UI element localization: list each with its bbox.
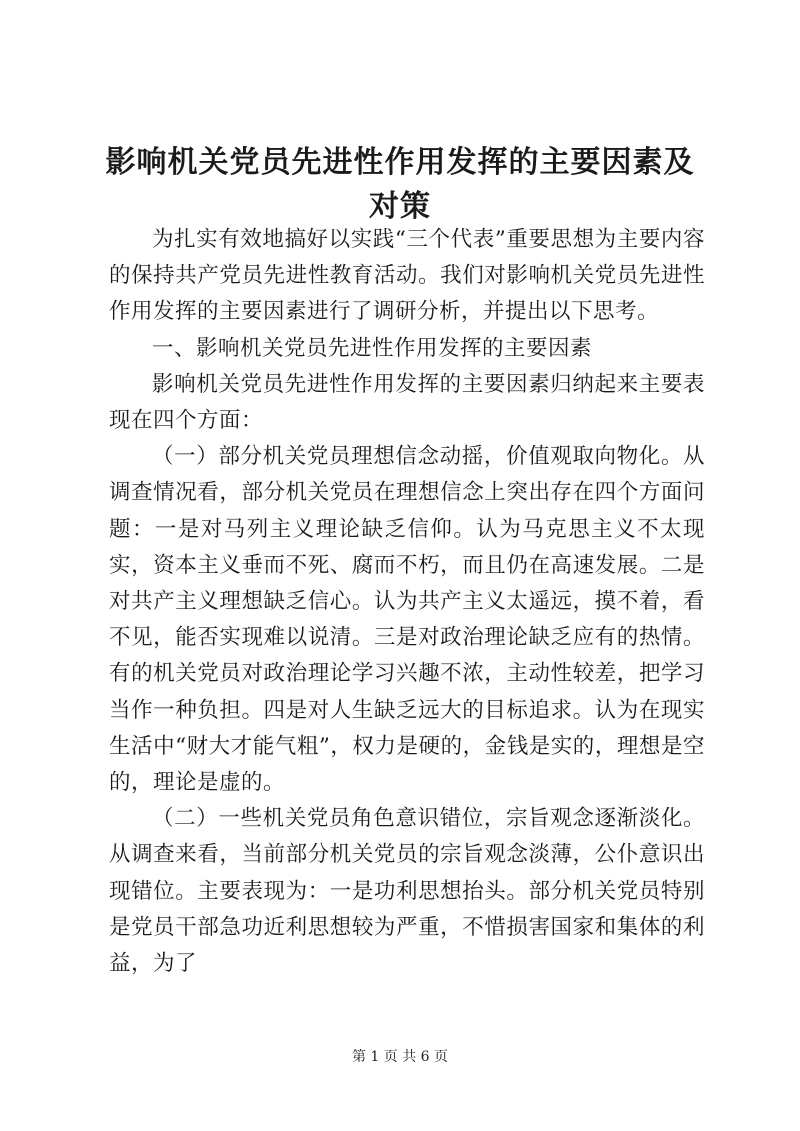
paragraph-point-two: （二）一些机关党员角色意识错位，宗旨观念逐渐淡化。从调查来看，当前部分机关党员的宗旨观念淡薄，公仆意识出现错位。主要表现为：一是功利思想抬头。部分机关党员特别是党员干部急功近利思想较为严重，不惜损害国家和集体的利益，为了 [109,806,705,977]
document-title: 影响机关党员先进性作用发挥的主要因素及对策 [105,145,695,224]
paragraph-summary: 影响机关党员先进性作用发挥的主要因素归纳起来主要表现在四个方面： [109,371,705,434]
document-body [109,222,705,982]
paragraph-intro: 为扎实有效地搞好以实践“三个代表”重要思想为主要内容的保持共产党员先进性教育活动。我们对影响机关党员先进性作用发挥的主要因素进行了调研分析，并提出以下思考。 [109,227,705,325]
page-number-footer: 第 1 页 共 6 页 [351,1049,449,1065]
section-heading: 一、影响机关党员先进性作用发挥的主要因素 [152,335,593,361]
paragraph-point-one: （一）部分机关党员理想信念动摇，价值观取向物化。从调查情况看，部分机关党员在理想信念上突出存在四个方面问题：一是对马列主义理论缺乏信仰。认为马克思主义不太现实，资本主义垂而不死、腐而不朽，而且仍在高速发展。二是对共产主义理想缺乏信心。认为共产主义太遥远，摸不着，看不见，能否实现难以说清。三是对政治理论缺乏应有的热情。有的机关党员对政治理论学习兴趣不浓，主动性较差，把学习当作一种负担。四是对人生缺乏远大的目标追求。认为在现实生活中“财大才能气粗”，权力是硬的，金钱是实的，理想是空的，理论是虚的。 [109,444,705,796]
